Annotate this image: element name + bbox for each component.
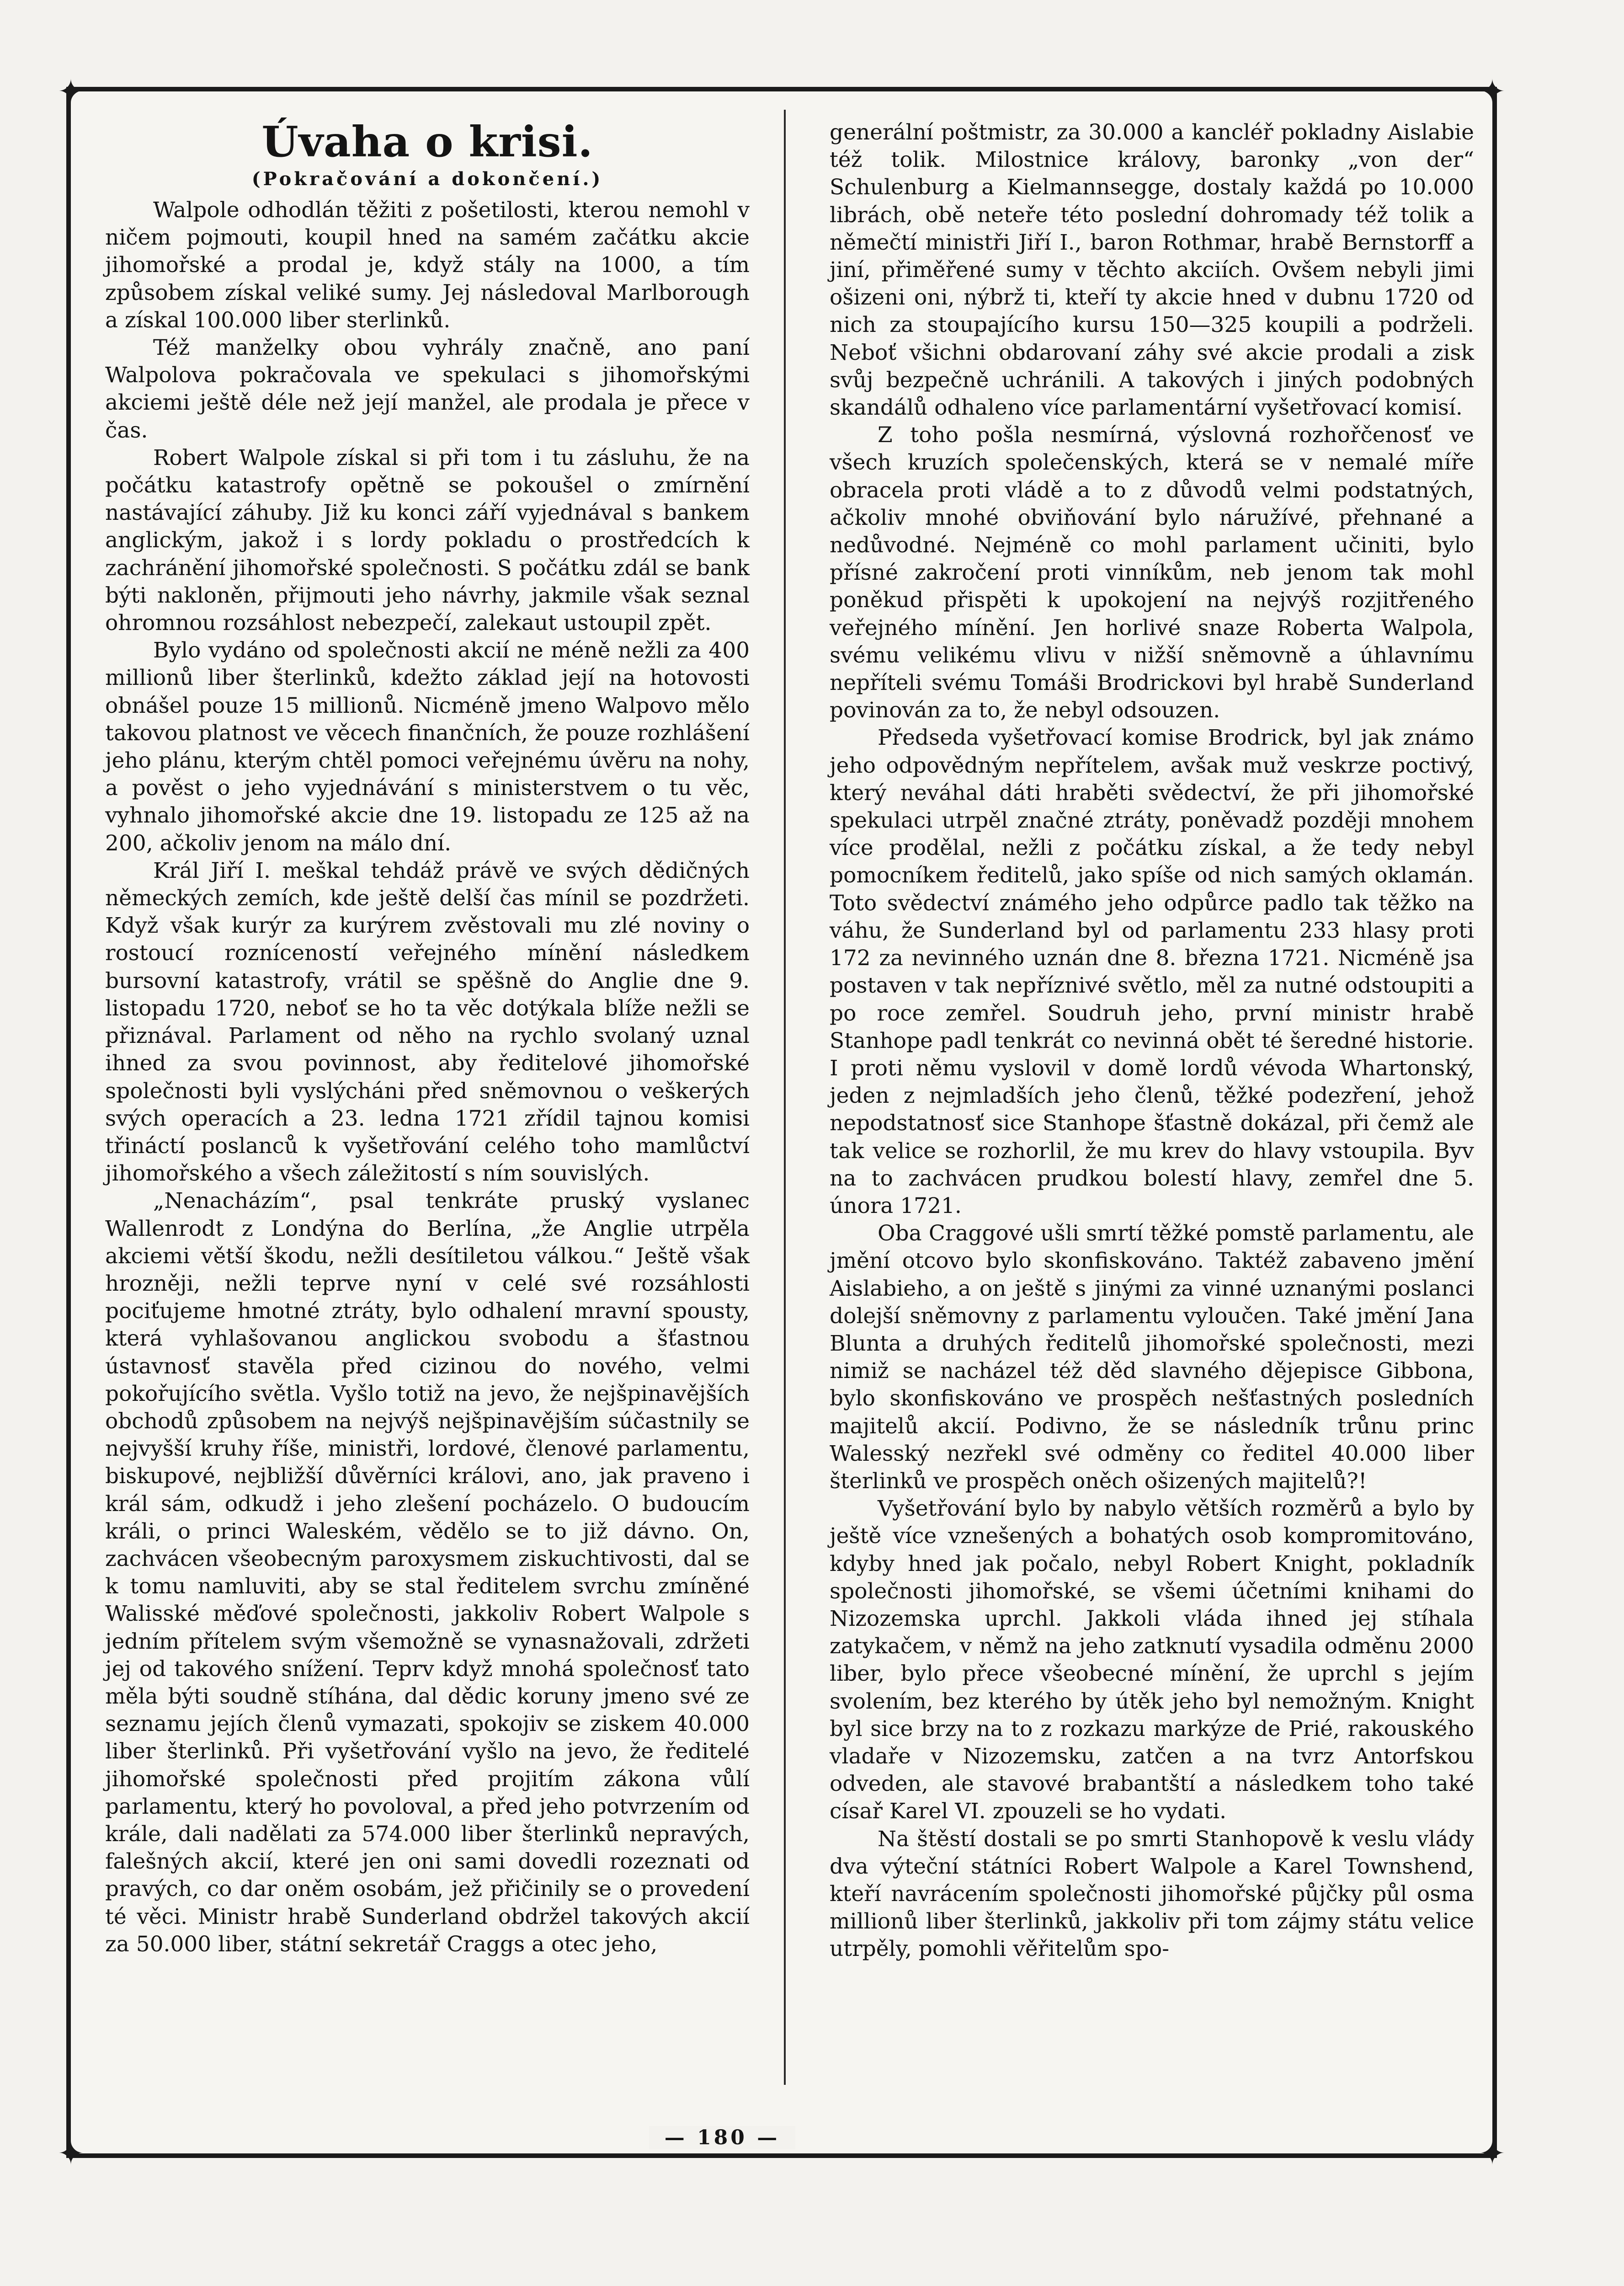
page-number: — 180 — xyxy=(649,2126,795,2149)
paragraph: Z toho pošla nesmírná, výslovná rozhořčenosť ve všech kruzích společenských, která se v nemalé míře obracela proti vládě a to z důvodů velmi podstatných, ačkoliv mnohé obviňování bylo náružívé, přehnané a nedůvodné. Nejméně co mohl parlament učiniti, bylo přísné zakročení proti vinníkům, neb jenom tak mohl poněkud přispěti k upokojení na nejvýš rozjitřeného veřejného mínění. Jen horlivé snaze Roberta Walpola, svému velikému vlivu v nižší sněmovně a úhlavnímu nepříteli svému Tomáši Brodrickovi byl hrabě Sunderland povinován za to, že nebyl odsouzen. xyxy=(830,422,1474,723)
corner-ornament-icon: ✦ xyxy=(1479,73,1506,110)
article-subtitle: (Pokračování a dokončení.) xyxy=(251,168,603,190)
paragraph: generální poštmistr, za 30.000 a kancléř pokladny Aislabie též tolik. Milostnice královy, baronky „von der“ Schulenburg a Kielmannsegge, dostaly každá po 10.000 librách, obě neteře této poslední dohromady též tolik a němečtí ministři Jiří I., baron Rothmar, hrabě Bernstorff a jiní, přiměřené sumy v těchto akciích. Ovšem nebyli jimi ošizeni oni, nýbrž ti, kteří ty akcie hned v dubnu 1720 od nich za stoupajícího kursu 150—325 koupili a podrželi. Neboť všichni obdarovaní záhy své akcie prodali a zisk svůj bezpečně uchránili. A takových i jiných podobných skandálů odhaleno více parlamentární vyšetřovací komisí. xyxy=(830,120,1474,421)
page-frame xyxy=(57,73,1506,2172)
paragraph: Vyšetřování bylo by nabylo větších rozměrů a bylo by ještě více vznešených a bohatých osob kompromitováno, kdyby hned jak počalo, nebyl Robert Knight, pokladník společnosti jihomořské, se všemi účetními knihami do Nizozemska uprchl. Jakkoli vláda ihned jej stíhala zatykačem, v němž na jeho zatknutí vysadila odměnu 2000 liber, bylo přece všeobecné mínění, že uprchl s jejím svolením, bez kterého by útěk jeho byl nemožným. Knight byl sice brzy na to z rozkazu markýze de Prié, rakouského vladaře v Nizozemsku, zatčen a na tvrz Antorfskou odveden, ale stavové brabantští a následkem toho také císař Karel VI. zpouzeli se ho vydati. xyxy=(830,1496,1474,1824)
paragraph: Též manželky obou vyhrály značně, ano paní Walpolova pokračovala ve spekulaci s jihomořskými akciemi ještě déle než její manžel, ale prodala je přece v čas. xyxy=(105,335,750,443)
paragraph: „Nenacházím“, psal tenkráte pruský vyslanec Wallenrodt z Londýna do Berlína, „že Anglie utrpěla akciemi větší škodu, nežli desítiletou válkou.“ Ještě však hrozněji, nežli teprve nyní v celé své rozsáhlosti pociťujeme hmotné ztráty, bylo odhalení mravní spousty, která vyhlašovanou anglickou svobodu a šťastnou ústavnosť stavěla před cizinou do nového, velmi pokořujícího světla. Vyšlo totiž na jevo, že nejšpinavějších obchodů způsobem na nejvýš nejšpinavějším súčastnily se nejvyšší kruhy říše, ministři, lordové, členové parlamentu, biskupové, nejbližší důvěrníci královi, ano, jak praveno i král sám, odkudž i jeho zlešení pocházelo. O budoucím králi, o princi Waleském, vědělo se to již dávno. On, zachvácen všeobecným paroxysmem ziskuchtivosti, dal se k tomu namluviti, aby se stal ředitelem svrchu zmíněné Walisské měďové společnosti, jakkoliv Robert Walpole s jedním přítelem svým všemožně se vynasnažovali, zdržeti jej od takového snížení. Teprv když mnohá společnosť tato měla býti soudně stíhána, dal dědic koruny jmeno své ze seznamu jejích členů vymazati, spokojiv se ziskem 40.000 liber šterlinků. Při vyšetřování vyšlo na jevo, že ředitelé jihomořské společnosti před projitím zákona vůlí parlamentu, který ho povoloval, a před jeho potvrzením od krále, dali nadělati za 574.000 liber šterlinků nepravých, falešných akcií, které jen oni sami dovedli rozeznati od pravých, co dar oněm osobám, jež přičinily se o provedení té věci. Ministr hrabě Sunderland obdržel takových akcií za 50.000 liber, státní sekretář Craggs a otec jeho, xyxy=(105,1188,750,1957)
left-column xyxy=(105,119,750,1958)
paragraph: Oba Craggové ušli smrtí těžké pomstě parlamentu, ale jmění otcovo bylo skonfiskováno. Taktéž zabaveno jmění Aislabieho, a on ještě s jinými za vinné uznanými poslanci dolejší sněmovny z parlamentu vyloučen. Také jmění Jana Blunta a druhých ředitelů jihomořské společnosti, mezi nimiž se nacházel též děd slavného dějepisce Gibbona, bylo skonfiskováno ve prospěch nešťastných posledních majitelů akcií. Podivno, že se následník trůnu princ Walesský nezřekl své odměny co ředitel 40.000 liber šterlinků ve prospěch oněch ošizených majitelů?! xyxy=(830,1221,1474,1494)
paragraph: Na štěstí dostali se po smrti Stanhopově k veslu vlády dva výteční státníci Robert Walpole a Karel Townshend, kteří navrácením společnosti jihomořské půjčky půl osma millionů liber šterlinků, jakkoliv při tom zájmy státu velice utrpěly, pomohli věřitelům spo- xyxy=(830,1826,1474,1962)
paragraph: Král Jiří I. meškal tehdáž právě ve svých dědičných německých zemích, kde ještě delší čas mínil se pozdržeti. Když však kurýr za kurýrem zvěstovali mu zlé noviny o rostoucí rozníceností veřejného mínění následkem bursovní katastrofy, vrátil se spěšně do Anglie dne 9. listopadu 1720, neboť se ho ta věc dotýkala blíže nežli se přiznával. Parlament od něho na rychlo svolaný uznal ihned za svou povinnost, aby ředitelové jihomořské společnosti byli vyslýcháni před sněmovnou o veškerých svých operacích a 23. ledna 1721 zřídil tajnou komisi třináctí poslanců k vyšetřování celého toho mamlůctví jihomořského a všech záležitostí s ním souvislých. xyxy=(105,858,750,1186)
corner-ornament-icon: ✦ xyxy=(57,73,85,110)
paragraph: Předseda vyšetřovací komise Brodrick, byl jak známo jeho odpovědným nepřítelem, avšak muž veskrze poctivý, který neváhal dáti hraběti svědectví, že při jihomořské spekulaci utrpěl značné ztráty, poněvadž později mnohem více prodělal, nežli z počátku získal, a že tedy nebyl pomocníkem ředitelů, jako spíše od nich samých oklamán. Toto svědectví známého jeho odpůrce padlo tak těžko na váhu, že Sunderland byl od parlamentu 233 hlasy proti 172 za nevinného uznán dne 8. března 1721. Nicméně jsa postaven v tak nepříznivé světlo, měl za nutné odstoupiti a po roce zemřel. Soudruh jeho, první ministr hrabě Stanhope padl tenkrát co nevinná obět té šeredné historie. I proti němu vyslovil v domě lordů vévoda Whartonský, jeden z nejmladších jeho členů, těžké podezření, jehož nepodstatnosť sice Stanhope šťastně dokázal, při čemž ale tak velice se rozhorlil, že mu krev do hlavy vstoupila. Byv na to zachvácen prudkou bolestí hlavy, zemřel dne 5. února 1721. xyxy=(830,725,1474,1218)
paragraph: Robert Walpole získal si při tom i tu zásluhu, že na počátku katastrofy opětně se pokoušel o zmírnění nastávající záhuby. Již ku konci září vyjednával s bankem anglickým, jakož i s lordy pokladu o prostředcích k zachránění jihomořské společnosti. S počátku zdál se bank býti nakloněn, přijmouti jeho návrhy, jakmile však seznal ohromnou rozsáhlost nebezpečí, zalekaut ustoupil zpět. xyxy=(105,445,750,636)
corner-ornament-icon: ✦ xyxy=(1479,2135,1506,2172)
corner-ornament-icon: ✦ xyxy=(57,2135,85,2172)
paragraph: Bylo vydáno od společnosti akcií ne méně nežli za 400 millionů liber šterlinků, kdežto základ její na hotovosti obnášel pouze 15 millionů. Nicméně jmeno Walpovo mělo takovou platnost ve věcech finančních, že pouze rozhlášení jeho plánu, kterým chtěl pomoci veřejnému úvěru na nohy, a pověst o jeho vyjednávání s ministerstvem o tu věc, vyhnalo jihomořské akcie dne 19. listopadu ze 125 až na 200, ačkoliv jenom na málo dní. xyxy=(105,638,750,856)
column-divider xyxy=(784,110,786,2085)
article-title: Úvaha o krisi. xyxy=(261,117,593,166)
paragraph: Walpole odhodlán těžiti z pošetilosti, kterou nemohl v ničem pojmouti, koupil hned na samém začátku akcie jihomořské a prodal je, když stály na 1000, a tím způsobem získal veliké sumy. Jej následoval Marlborough a získal 100.000 liber sterlinků. xyxy=(105,198,750,333)
right-column xyxy=(830,119,1474,1963)
